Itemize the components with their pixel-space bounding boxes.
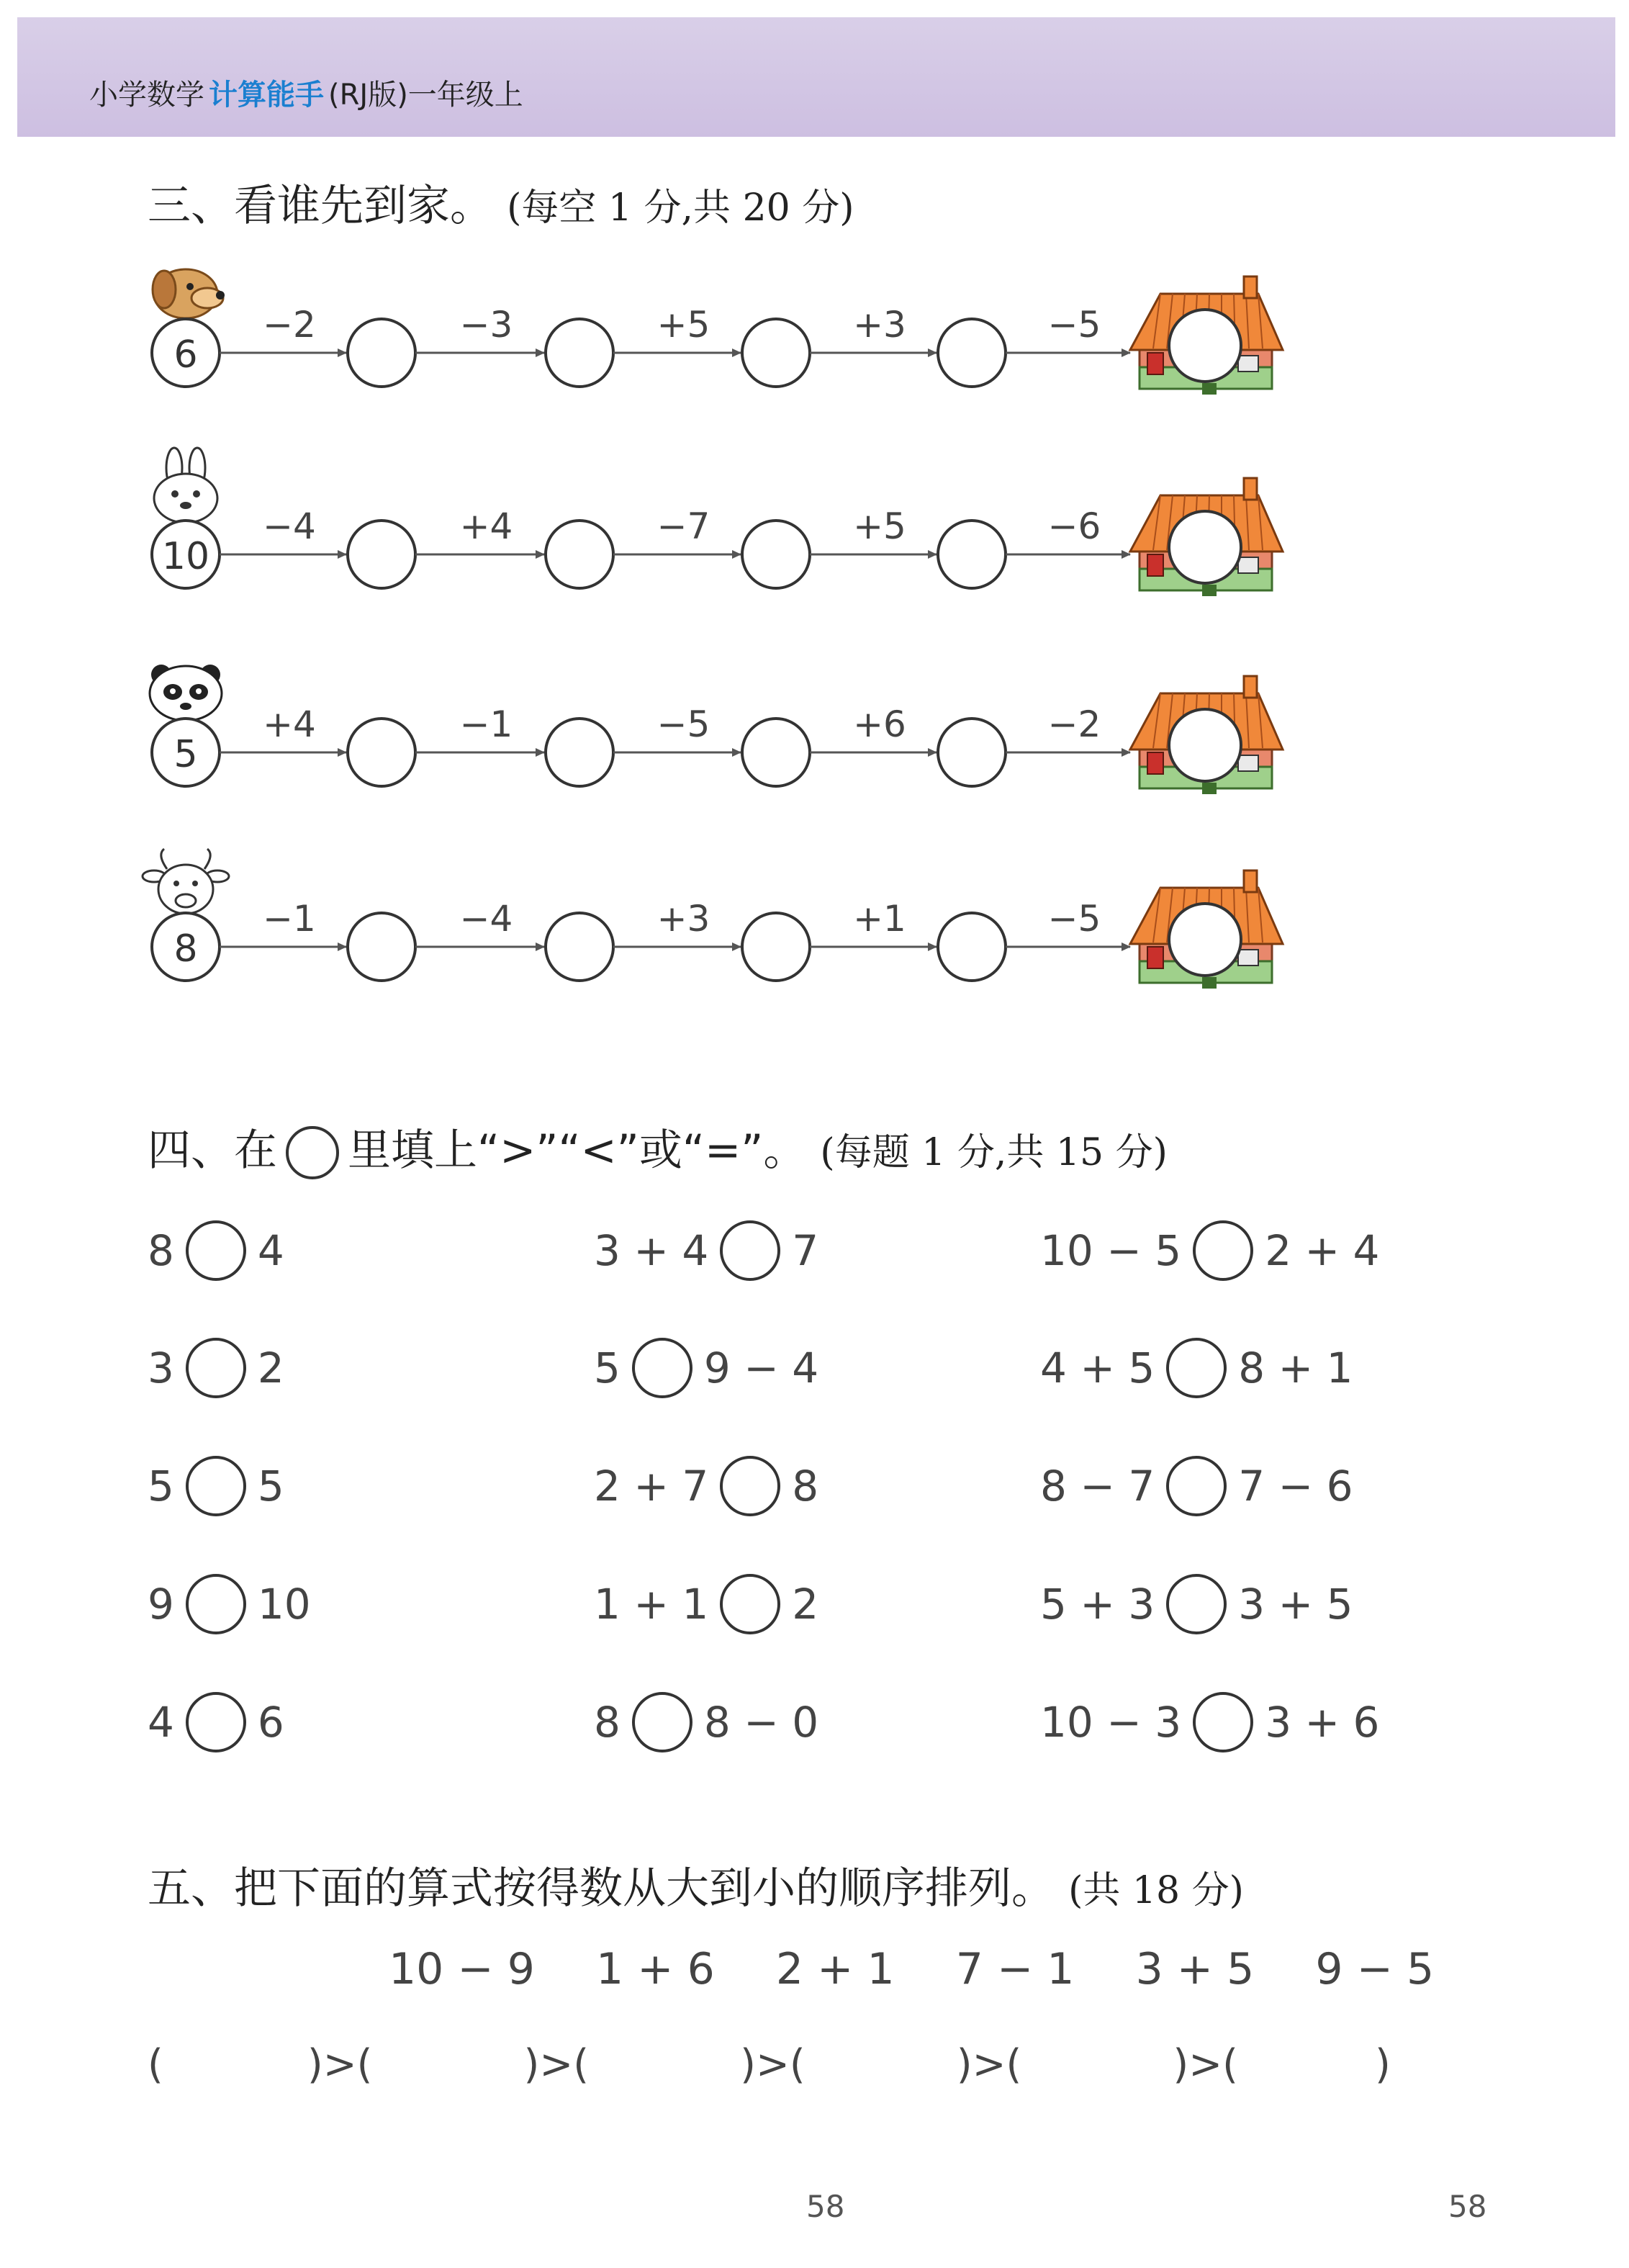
operation-label: +5 bbox=[656, 304, 710, 346]
operation-label: −4 bbox=[263, 505, 316, 547]
order-sep: )>( bbox=[307, 2041, 373, 2088]
comparison-item bbox=[594, 1338, 818, 1398]
dog-icon bbox=[153, 269, 225, 318]
left-expression: 4 + 5 bbox=[1040, 1344, 1155, 1392]
answer-circle[interactable] bbox=[348, 521, 415, 588]
operation-label: −3 bbox=[459, 304, 513, 346]
start-number: 6 bbox=[173, 333, 198, 377]
comparison-item bbox=[1040, 1692, 1379, 1752]
left-expression: 5 bbox=[148, 1462, 174, 1511]
operation-label: +6 bbox=[853, 703, 906, 745]
answer-circle[interactable] bbox=[348, 319, 415, 387]
operation-label: +4 bbox=[263, 703, 316, 745]
expression: 3 + 5 bbox=[1135, 1944, 1255, 1994]
panda-icon bbox=[150, 665, 222, 721]
right-expression: 2 bbox=[257, 1344, 284, 1392]
cow-icon bbox=[143, 849, 229, 914]
right-expression: 7 bbox=[792, 1226, 819, 1275]
operation-label: −7 bbox=[656, 505, 710, 547]
left-expression: 1 + 1 bbox=[594, 1580, 709, 1629]
comparison-circle[interactable] bbox=[186, 1692, 246, 1752]
chain-row bbox=[150, 665, 1283, 794]
right-expression: 3 + 5 bbox=[1238, 1580, 1353, 1629]
house-icon[interactable] bbox=[1130, 276, 1283, 395]
comparison-circle[interactable] bbox=[186, 1574, 246, 1634]
comparison-item bbox=[594, 1574, 818, 1634]
left-expression: 3 bbox=[148, 1344, 174, 1392]
comparison-circle[interactable] bbox=[186, 1220, 246, 1281]
operation-label: −2 bbox=[1047, 703, 1101, 745]
operation-label: −1 bbox=[459, 703, 513, 745]
house-icon[interactable] bbox=[1130, 870, 1283, 989]
order-sep: )>( bbox=[1173, 2041, 1238, 2088]
comparison-item bbox=[148, 1338, 284, 1398]
section3-points: (每空 1 分,共 20 分) bbox=[507, 186, 854, 230]
start-number: 5 bbox=[173, 733, 198, 776]
right-expression: 9 − 4 bbox=[703, 1344, 819, 1392]
answer-circle[interactable] bbox=[546, 319, 613, 387]
section4-title-a: 四、在 bbox=[148, 1125, 277, 1176]
comparison-circle[interactable] bbox=[186, 1456, 246, 1516]
answer-circle[interactable] bbox=[742, 319, 810, 387]
right-expression: 2 bbox=[792, 1580, 819, 1629]
comparison-circle[interactable] bbox=[720, 1220, 780, 1281]
operation-label: +1 bbox=[853, 898, 906, 940]
section5-title-text: 五、把下面的算式按得数从大到小的顺序排列。 bbox=[148, 1863, 1055, 1914]
operation-label: −5 bbox=[656, 703, 710, 745]
comparison-circle[interactable] bbox=[1193, 1220, 1253, 1281]
expression: 7 − 1 bbox=[955, 1944, 1075, 1994]
section5-title bbox=[148, 1854, 1244, 1916]
comparison-item bbox=[148, 1220, 284, 1281]
right-expression: 10 bbox=[257, 1580, 311, 1629]
comparison-item bbox=[1040, 1456, 1353, 1516]
expression: 10 − 9 bbox=[389, 1944, 535, 1994]
order-sep: )>( bbox=[956, 2041, 1022, 2088]
comparison-item bbox=[1040, 1220, 1379, 1281]
order-open: ( bbox=[148, 2041, 163, 2088]
left-expression: 4 bbox=[148, 1698, 174, 1747]
answer-circle[interactable] bbox=[938, 913, 1006, 981]
left-expression: 5 bbox=[594, 1344, 621, 1392]
section4-title bbox=[148, 1116, 1168, 1179]
answer-circle[interactable] bbox=[742, 913, 810, 981]
comparison-circle[interactable] bbox=[1166, 1338, 1227, 1398]
comparison-item bbox=[148, 1456, 284, 1516]
chain-row bbox=[152, 269, 1283, 395]
right-expression: 2 + 4 bbox=[1265, 1226, 1380, 1275]
expression: 9 − 5 bbox=[1315, 1944, 1435, 1994]
expression: 2 + 1 bbox=[775, 1944, 895, 1994]
comparison-circle[interactable] bbox=[632, 1338, 692, 1398]
right-expression: 8 bbox=[792, 1462, 819, 1511]
comparison-circle[interactable] bbox=[720, 1456, 780, 1516]
house-icon[interactable] bbox=[1130, 676, 1283, 794]
order-close: ) bbox=[1374, 2041, 1391, 2088]
rabbit-icon bbox=[154, 448, 217, 523]
right-expression: 3 + 6 bbox=[1265, 1698, 1380, 1747]
answer-circle[interactable] bbox=[742, 521, 810, 588]
comparison-item bbox=[1040, 1574, 1353, 1634]
operation-label: +5 bbox=[853, 505, 906, 547]
operation-label: −5 bbox=[1047, 898, 1101, 940]
right-expression: 5 bbox=[257, 1462, 284, 1511]
page-number-right: 58 bbox=[1448, 2189, 1487, 2224]
answer-circle[interactable] bbox=[742, 719, 810, 786]
answer-circle-icon bbox=[286, 1126, 339, 1179]
comparison-item bbox=[594, 1692, 818, 1752]
header-prefix: 小学数学 bbox=[89, 78, 204, 112]
right-expression: 4 bbox=[257, 1226, 284, 1275]
header-brand: 计算能手 bbox=[209, 78, 324, 112]
left-expression: 3 + 4 bbox=[594, 1226, 709, 1275]
operation-label: +3 bbox=[656, 898, 710, 940]
operation-label: −1 bbox=[263, 898, 316, 940]
left-expression: 8 bbox=[148, 1226, 174, 1275]
answer-circle[interactable] bbox=[938, 719, 1006, 786]
section5-points: (共 18 分) bbox=[1068, 1869, 1244, 1912]
answer-circle[interactable] bbox=[546, 913, 613, 981]
header-suffix: (RJ版)一年级上 bbox=[328, 78, 523, 112]
answer-circle[interactable] bbox=[546, 719, 613, 786]
left-expression: 2 + 7 bbox=[594, 1462, 709, 1511]
comparison-circle[interactable] bbox=[1193, 1692, 1253, 1752]
answer-circle[interactable] bbox=[348, 913, 415, 981]
comparison-circle[interactable] bbox=[1166, 1574, 1227, 1634]
right-expression: 8 + 1 bbox=[1238, 1344, 1353, 1392]
chain-row bbox=[152, 448, 1283, 596]
order-sep: )>( bbox=[740, 2041, 806, 2088]
left-expression: 10 − 3 bbox=[1040, 1698, 1182, 1747]
right-expression: 7 − 6 bbox=[1238, 1462, 1353, 1511]
operation-label: −5 bbox=[1047, 304, 1101, 346]
operation-label: −4 bbox=[459, 898, 513, 940]
section3-title-text: 三、看谁先到家。 bbox=[148, 181, 493, 231]
house-icon[interactable] bbox=[1130, 478, 1283, 596]
left-expression: 8 − 7 bbox=[1040, 1462, 1155, 1511]
comparison-item bbox=[1040, 1338, 1353, 1398]
left-expression: 8 bbox=[594, 1698, 621, 1747]
operation-label: −2 bbox=[263, 304, 316, 346]
right-expression: 8 − 0 bbox=[703, 1698, 819, 1747]
comparison-circle[interactable] bbox=[720, 1574, 780, 1634]
answer-circle[interactable] bbox=[938, 319, 1006, 387]
operation-label: +4 bbox=[459, 505, 513, 547]
right-expression: 6 bbox=[257, 1698, 284, 1747]
order-sep: )>( bbox=[523, 2041, 590, 2088]
start-number: 8 bbox=[173, 927, 198, 971]
left-expression: 10 − 5 bbox=[1040, 1226, 1182, 1275]
left-expression: 9 bbox=[148, 1580, 174, 1629]
comparison-circle[interactable] bbox=[1166, 1456, 1227, 1516]
answer-circle[interactable] bbox=[348, 719, 415, 786]
left-expression: 5 + 3 bbox=[1040, 1580, 1155, 1629]
section4-points: (每题 1 分,共 15 分) bbox=[820, 1131, 1168, 1174]
comparison-circle[interactable] bbox=[632, 1692, 692, 1752]
chain-row bbox=[143, 849, 1283, 989]
comparison-item bbox=[148, 1574, 311, 1634]
operation-label: +3 bbox=[853, 304, 906, 346]
comparison-circle[interactable] bbox=[186, 1338, 246, 1398]
chains-area bbox=[0, 0, 1629, 1051]
answer-circle[interactable] bbox=[938, 521, 1006, 588]
section4-title-b: 里填上“>”“<”或“=”。 bbox=[348, 1125, 807, 1176]
page-number-center: 58 bbox=[806, 2189, 845, 2224]
start-number: 10 bbox=[161, 535, 210, 578]
comparison-item bbox=[594, 1220, 818, 1281]
expression: 1 + 6 bbox=[596, 1944, 715, 1994]
comparison-item bbox=[594, 1456, 818, 1516]
comparison-item bbox=[148, 1692, 284, 1752]
answer-circle[interactable] bbox=[546, 521, 613, 588]
expression-list bbox=[389, 1944, 1481, 1994]
operation-label: −6 bbox=[1047, 505, 1101, 547]
order-blanks bbox=[148, 2041, 1391, 2088]
